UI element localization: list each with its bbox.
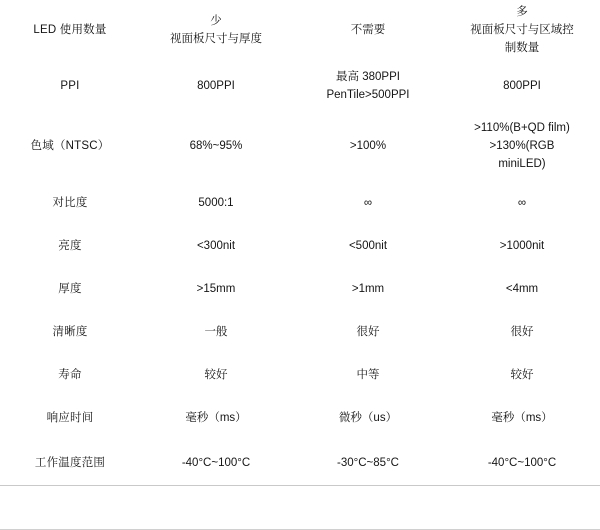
table-cell (292, 354, 444, 397)
cell-line: -40°C~100°C (487, 456, 557, 469)
table-cell (140, 112, 292, 182)
row-label: LED 使用数量 (33, 24, 107, 37)
row-label: 清晰度 (52, 325, 88, 338)
row-label: 工作温度范围 (34, 456, 106, 469)
table-cell (444, 0, 600, 62)
table-row (0, 62, 600, 112)
cell-line: 800PPI (503, 80, 541, 93)
cell-line: >110%(B+QD film) (474, 122, 570, 135)
table-row (0, 182, 600, 225)
cell-line: 中等 (356, 368, 380, 381)
table-row (0, 0, 600, 62)
row-divider (0, 485, 600, 486)
table-cell (444, 225, 600, 268)
table-row (0, 441, 600, 486)
row-label: 响应时间 (46, 412, 94, 425)
table-row (0, 225, 600, 268)
cell-line: >1000nit (499, 239, 545, 252)
cell-line: >100% (349, 140, 387, 153)
table-cell (292, 311, 444, 354)
table-row (0, 397, 600, 441)
table-cell (444, 112, 600, 182)
table-cell (292, 225, 444, 268)
cell-line: 很好 (510, 325, 534, 338)
cell-line: -30°C~85°C (337, 456, 399, 469)
table-cell (292, 397, 444, 441)
table-cell (444, 268, 600, 311)
table-cell (292, 112, 444, 182)
table-cell (444, 62, 600, 112)
table-cell (140, 268, 292, 311)
table-cell (292, 268, 444, 311)
cell-line: 少 (210, 15, 222, 28)
cell-line: 较好 (204, 368, 228, 381)
cell-line: miniLED) (498, 157, 546, 170)
cell-line: >1mm (351, 282, 385, 295)
cell-line: 视面板尺寸与区域控 (470, 24, 574, 37)
cell-line: 不需要 (350, 24, 386, 37)
cell-line: 一般 (204, 325, 228, 338)
cell-line: 制数量 (504, 41, 540, 54)
table-cell (444, 354, 600, 397)
table-row (0, 268, 600, 311)
table-cell (140, 0, 292, 62)
table-row (0, 311, 600, 354)
cell-line: PenTile>500PPI (326, 89, 410, 101)
row-label: PPI (60, 80, 80, 93)
table-cell (140, 311, 292, 354)
row-label: 厚度 (58, 282, 82, 295)
table-cell (292, 441, 444, 486)
table-cell (140, 62, 292, 112)
row-label: 色域（NTSC） (30, 140, 110, 153)
table-cell (140, 182, 292, 225)
cell-line: ∞ (363, 196, 373, 209)
table-cell (140, 354, 292, 397)
cell-line: 很好 (356, 325, 380, 338)
table-cell (140, 225, 292, 268)
cell-line: <4mm (505, 282, 539, 295)
row-label: 寿命 (58, 368, 82, 381)
table-cell (444, 397, 600, 441)
table-cell (140, 397, 292, 441)
row-label: 亮度 (58, 239, 82, 252)
cell-line: 5000:1 (198, 196, 234, 209)
table-row (0, 112, 600, 182)
cell-line: 视面板尺寸与厚度 (170, 33, 262, 45)
table-cell (444, 182, 600, 225)
row-label: 对比度 (52, 196, 88, 209)
table-cell (292, 0, 444, 62)
cell-line: 较好 (510, 368, 534, 381)
cell-line: <300nit (196, 239, 236, 252)
cell-line: 800PPI (197, 80, 235, 93)
table-cell (292, 62, 444, 112)
cell-line: ∞ (517, 196, 527, 209)
table-cell (444, 441, 600, 486)
table-cell (444, 311, 600, 354)
table-cell (292, 182, 444, 225)
cell-line: 毫秒（ms） (491, 412, 553, 425)
cell-line: 微秒（us） (338, 412, 398, 425)
cell-line: >15mm (196, 282, 236, 295)
cell-line: 多 (516, 6, 528, 19)
cell-line: <500nit (348, 239, 388, 252)
cell-line: 最高 380PPI (336, 71, 400, 84)
cell-line: 毫秒（ms） (185, 412, 247, 425)
cell-line: 68%~95% (189, 140, 243, 153)
table-cell (140, 441, 292, 486)
cell-line: -40°C~100°C (181, 456, 251, 469)
table-row (0, 354, 600, 397)
cell-line: >130%(RGB (489, 140, 555, 153)
